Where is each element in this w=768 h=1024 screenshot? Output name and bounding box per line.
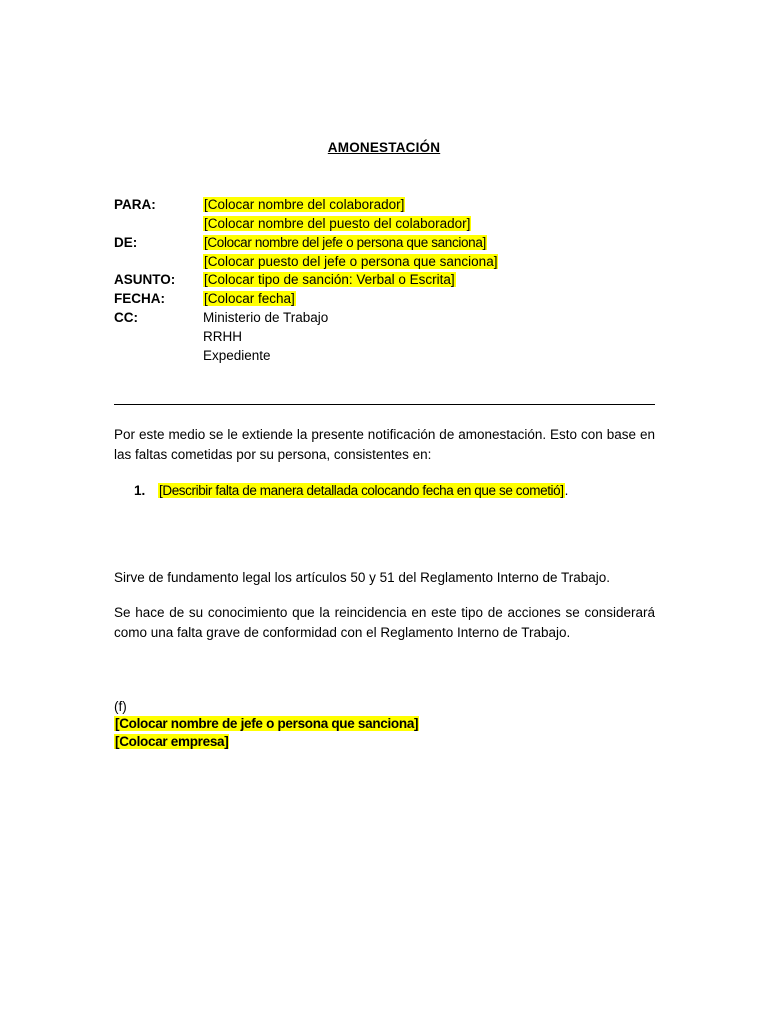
cc-item-2: RRHH [203, 329, 242, 344]
asunto-value [203, 271, 456, 289]
fecha-value [203, 290, 296, 308]
para-value-2 [203, 215, 471, 233]
signature-name-placeholder: [Colocar nombre de jefe o persona que sanciona] [115, 716, 419, 731]
signature-name [114, 715, 419, 733]
document-title: AMONESTACIÓN [327, 140, 441, 155]
de-position-placeholder: [Colocar puesto del jefe o persona que sanciona] [204, 254, 498, 269]
list-item-1-suffix: . [564, 483, 568, 498]
signature-company [114, 733, 229, 751]
cc-item-1: Ministerio de Trabajo [203, 310, 329, 325]
asunto-placeholder: [Colocar tipo de sanción: Verbal o Escrita] [204, 272, 455, 287]
legal-basis-paragraph: Sirve de fundamento legal los artículos 50 y 51 del Reglamento Interno de Trabajo. [114, 570, 611, 585]
fecha-placeholder: [Colocar fecha] [204, 291, 295, 306]
asunto-label: ASUNTO: [114, 272, 176, 287]
para-value-1 [203, 196, 405, 214]
para-position-placeholder: [Colocar nombre del puesto del colaborador] [204, 216, 471, 231]
de-value-1 [203, 234, 487, 252]
signature-company-placeholder: [Colocar empresa] [115, 734, 229, 749]
cc-label: CC: [114, 310, 138, 325]
header-divider [114, 404, 655, 405]
falta-placeholder: [Describir falta de manera detallada colocando fecha en que se cometió] [159, 483, 564, 498]
list-item-1 [158, 482, 568, 500]
signature-mark: (f) [114, 699, 127, 714]
de-value-2 [203, 253, 498, 271]
de-label: DE: [114, 235, 138, 250]
list-number-1: 1. [134, 483, 146, 498]
de-name-placeholder: [Colocar nombre del jefe o persona que sanciona] [204, 235, 486, 250]
warning-paragraph: Se hace de su conocimiento que la reincidencia en este tipo de acciones se considerará como una falta grave de conformidad con el Reglamento Interno de Trabajo. [114, 605, 655, 640]
fecha-label: FECHA: [114, 291, 165, 306]
para-name-placeholder: [Colocar nombre del colaborador] [204, 197, 405, 212]
intro-paragraph: Por este medio se le extiende la presente notificación de amonestación. Esto con base en las faltas cometidas por su persona, consistentes en: [114, 427, 655, 462]
para-label: PARA: [114, 197, 156, 212]
cc-item-3: Expediente [203, 348, 271, 363]
